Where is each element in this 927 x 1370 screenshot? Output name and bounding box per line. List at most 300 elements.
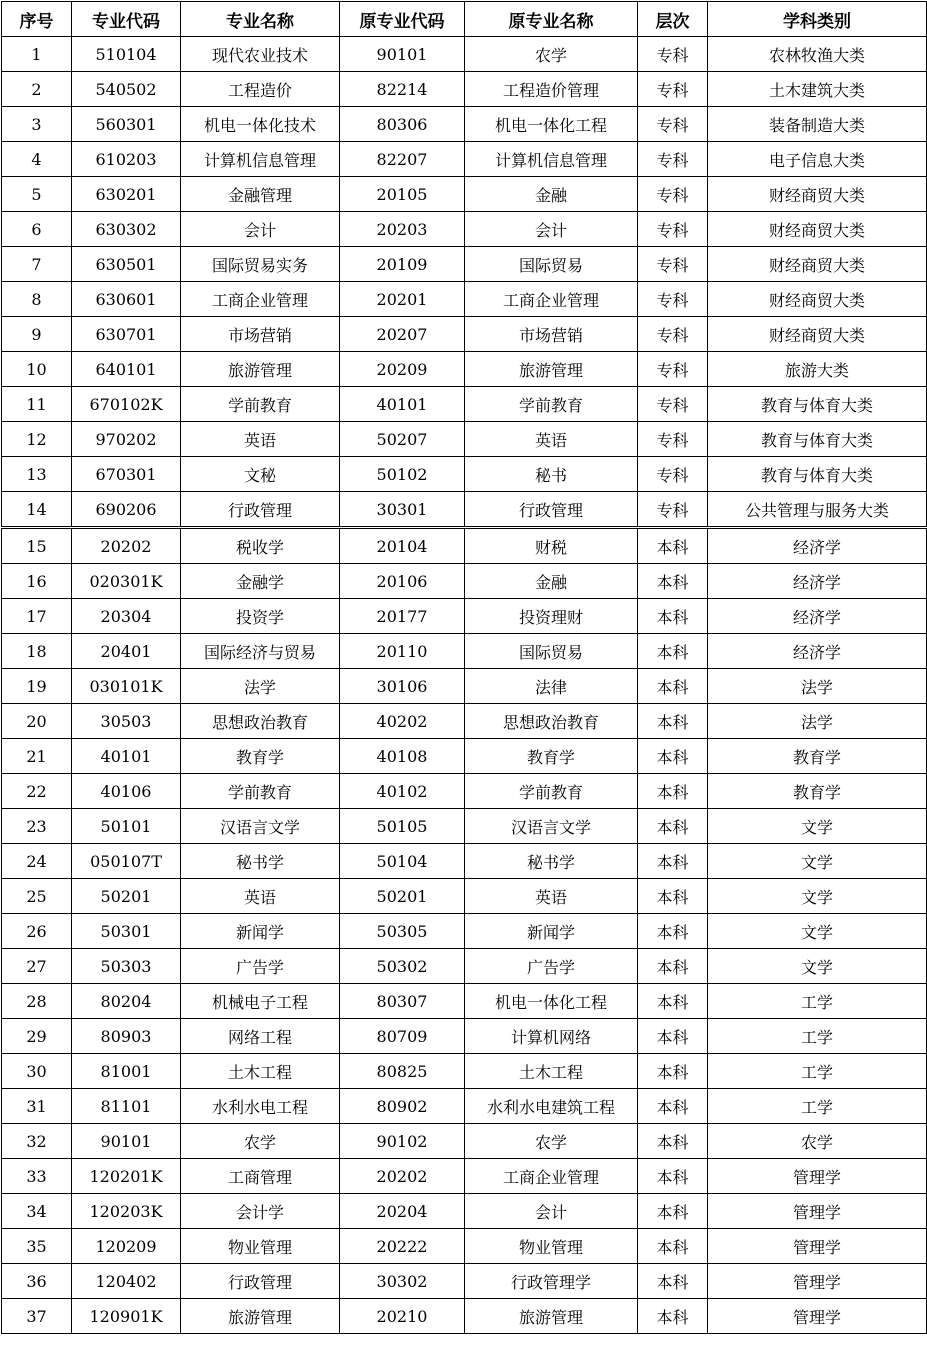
cell-major-name: 现代农业技术 xyxy=(181,37,340,72)
cell-major-name: 文秘 xyxy=(181,457,340,492)
cell-category: 财经商贸大类 xyxy=(708,317,927,352)
cell-original-name: 国际贸易 xyxy=(465,247,638,282)
cell-category: 管理学 xyxy=(708,1159,927,1194)
cell-original-code: 20202 xyxy=(340,1159,465,1194)
cell-category: 文学 xyxy=(708,949,927,984)
table-row xyxy=(2,1299,927,1334)
cell-major-name: 法学 xyxy=(181,669,340,704)
cell-index: 35 xyxy=(2,1229,72,1264)
cell-index: 5 xyxy=(2,177,72,212)
cell-major-code: 630701 xyxy=(72,317,181,352)
cell-level: 本科 xyxy=(638,528,708,564)
cell-category: 工学 xyxy=(708,1054,927,1089)
cell-original-name: 学前教育 xyxy=(465,387,638,422)
cell-category: 工学 xyxy=(708,984,927,1019)
cell-original-name: 会计 xyxy=(465,212,638,247)
cell-level: 专科 xyxy=(638,317,708,352)
cell-major-name: 行政管理 xyxy=(181,492,340,528)
cell-major-code: 81101 xyxy=(72,1089,181,1124)
cell-category: 旅游大类 xyxy=(708,352,927,387)
cell-level: 本科 xyxy=(638,564,708,599)
cell-major-name: 工商管理 xyxy=(181,1159,340,1194)
cell-level: 本科 xyxy=(638,704,708,739)
cell-index: 3 xyxy=(2,107,72,142)
table-row xyxy=(2,142,927,177)
cell-original-code: 30106 xyxy=(340,669,465,704)
cell-level: 本科 xyxy=(638,914,708,949)
cell-major-name: 秘书学 xyxy=(181,844,340,879)
cell-major-name: 市场营销 xyxy=(181,317,340,352)
header-original-code: 原专业代码 xyxy=(340,2,465,37)
cell-index: 31 xyxy=(2,1089,72,1124)
cell-original-name: 投资理财 xyxy=(465,599,638,634)
cell-level: 专科 xyxy=(638,282,708,317)
cell-index: 29 xyxy=(2,1019,72,1054)
table-row xyxy=(2,949,927,984)
header-index: 序号 xyxy=(2,2,72,37)
cell-category: 经济学 xyxy=(708,634,927,669)
cell-level: 本科 xyxy=(638,774,708,809)
cell-major-code: 670102K xyxy=(72,387,181,422)
table-row xyxy=(2,317,927,352)
cell-index: 22 xyxy=(2,774,72,809)
cell-original-code: 20222 xyxy=(340,1229,465,1264)
cell-index: 17 xyxy=(2,599,72,634)
cell-original-name: 财税 xyxy=(465,528,638,564)
cell-category: 管理学 xyxy=(708,1194,927,1229)
cell-level: 本科 xyxy=(638,1299,708,1334)
cell-major-name: 机电一体化技术 xyxy=(181,107,340,142)
cell-level: 本科 xyxy=(638,1019,708,1054)
cell-level: 本科 xyxy=(638,1194,708,1229)
cell-original-code: 30301 xyxy=(340,492,465,528)
table-row xyxy=(2,879,927,914)
cell-category: 经济学 xyxy=(708,599,927,634)
cell-original-code: 20106 xyxy=(340,564,465,599)
cell-original-code: 50302 xyxy=(340,949,465,984)
table-row xyxy=(2,1124,927,1159)
cell-original-code: 20109 xyxy=(340,247,465,282)
cell-level: 专科 xyxy=(638,72,708,107)
cell-index: 28 xyxy=(2,984,72,1019)
header-category: 学科类别 xyxy=(708,2,927,37)
cell-original-name: 机电一体化工程 xyxy=(465,984,638,1019)
cell-major-name: 税收学 xyxy=(181,528,340,564)
cell-original-name: 新闻学 xyxy=(465,914,638,949)
cell-major-code: 610203 xyxy=(72,142,181,177)
cell-category: 管理学 xyxy=(708,1264,927,1299)
cell-index: 24 xyxy=(2,844,72,879)
cell-original-code: 80307 xyxy=(340,984,465,1019)
cell-index: 4 xyxy=(2,142,72,177)
cell-major-name: 国际贸易实务 xyxy=(181,247,340,282)
cell-index: 8 xyxy=(2,282,72,317)
cell-original-name: 计算机网络 xyxy=(465,1019,638,1054)
cell-category: 教育学 xyxy=(708,774,927,809)
cell-index: 37 xyxy=(2,1299,72,1334)
header-major-name: 专业名称 xyxy=(181,2,340,37)
cell-index: 21 xyxy=(2,739,72,774)
table-row xyxy=(2,212,927,247)
table-row xyxy=(2,1019,927,1054)
table-row xyxy=(2,72,927,107)
cell-level: 专科 xyxy=(638,387,708,422)
cell-major-code: 120201K xyxy=(72,1159,181,1194)
cell-original-name: 工程造价管理 xyxy=(465,72,638,107)
cell-original-code: 20204 xyxy=(340,1194,465,1229)
cell-level: 本科 xyxy=(638,1054,708,1089)
cell-major-code: 050107T xyxy=(72,844,181,879)
table-row xyxy=(2,457,927,492)
cell-major-code: 640101 xyxy=(72,352,181,387)
cell-major-name: 金融学 xyxy=(181,564,340,599)
table-row xyxy=(2,492,927,528)
table-row xyxy=(2,1159,927,1194)
cell-index: 26 xyxy=(2,914,72,949)
cell-original-code: 20177 xyxy=(340,599,465,634)
cell-category: 文学 xyxy=(708,879,927,914)
cell-original-name: 行政管理 xyxy=(465,492,638,528)
cell-original-code: 40202 xyxy=(340,704,465,739)
header-major-code: 专业代码 xyxy=(72,2,181,37)
cell-major-code: 670301 xyxy=(72,457,181,492)
cell-major-name: 英语 xyxy=(181,879,340,914)
cell-level: 专科 xyxy=(638,142,708,177)
cell-level: 专科 xyxy=(638,492,708,528)
cell-major-code: 690206 xyxy=(72,492,181,528)
cell-index: 16 xyxy=(2,564,72,599)
cell-category: 装备制造大类 xyxy=(708,107,927,142)
table-row xyxy=(2,422,927,457)
cell-category: 教育学 xyxy=(708,739,927,774)
cell-major-code: 510104 xyxy=(72,37,181,72)
cell-major-code: 81001 xyxy=(72,1054,181,1089)
cell-original-code: 50305 xyxy=(340,914,465,949)
cell-original-code: 20105 xyxy=(340,177,465,212)
table-row xyxy=(2,809,927,844)
cell-level: 本科 xyxy=(638,599,708,634)
table-row xyxy=(2,1089,927,1124)
table-row xyxy=(2,247,927,282)
cell-original-code: 30302 xyxy=(340,1264,465,1299)
cell-major-code: 80903 xyxy=(72,1019,181,1054)
cell-original-name: 金融 xyxy=(465,564,638,599)
cell-level: 专科 xyxy=(638,177,708,212)
cell-original-name: 物业管理 xyxy=(465,1229,638,1264)
cell-major-name: 学前教育 xyxy=(181,774,340,809)
cell-major-code: 970202 xyxy=(72,422,181,457)
cell-original-name: 机电一体化工程 xyxy=(465,107,638,142)
cell-index: 20 xyxy=(2,704,72,739)
table-row xyxy=(2,634,927,669)
cell-category: 管理学 xyxy=(708,1229,927,1264)
cell-category: 电子信息大类 xyxy=(708,142,927,177)
cell-major-code: 40101 xyxy=(72,739,181,774)
cell-original-name: 农学 xyxy=(465,1124,638,1159)
cell-level: 本科 xyxy=(638,984,708,1019)
cell-original-name: 旅游管理 xyxy=(465,352,638,387)
header-level: 层次 xyxy=(638,2,708,37)
cell-level: 本科 xyxy=(638,809,708,844)
cell-original-code: 50201 xyxy=(340,879,465,914)
cell-original-code: 80306 xyxy=(340,107,465,142)
cell-major-code: 630201 xyxy=(72,177,181,212)
cell-level: 本科 xyxy=(638,634,708,669)
cell-category: 财经商贸大类 xyxy=(708,247,927,282)
cell-major-name: 网络工程 xyxy=(181,1019,340,1054)
cell-category: 农林牧渔大类 xyxy=(708,37,927,72)
cell-major-name: 水利水电工程 xyxy=(181,1089,340,1124)
cell-major-code: 120901K xyxy=(72,1299,181,1334)
cell-major-name: 国际经济与贸易 xyxy=(181,634,340,669)
table-row xyxy=(2,1264,927,1299)
table-row xyxy=(2,844,927,879)
cell-major-name: 新闻学 xyxy=(181,914,340,949)
table-row xyxy=(2,1194,927,1229)
cell-original-name: 工商企业管理 xyxy=(465,282,638,317)
table-row xyxy=(2,352,927,387)
cell-original-name: 水利水电建筑工程 xyxy=(465,1089,638,1124)
table-row xyxy=(2,37,927,72)
cell-major-name: 物业管理 xyxy=(181,1229,340,1264)
table-row xyxy=(2,564,927,599)
cell-original-code: 90101 xyxy=(340,37,465,72)
cell-index: 15 xyxy=(2,528,72,564)
cell-level: 专科 xyxy=(638,37,708,72)
table-row xyxy=(2,177,927,212)
cell-level: 专科 xyxy=(638,247,708,282)
cell-major-code: 630601 xyxy=(72,282,181,317)
cell-original-name: 英语 xyxy=(465,879,638,914)
cell-original-code: 20203 xyxy=(340,212,465,247)
cell-index: 13 xyxy=(2,457,72,492)
cell-original-code: 50102 xyxy=(340,457,465,492)
cell-major-name: 工商企业管理 xyxy=(181,282,340,317)
cell-original-name: 法律 xyxy=(465,669,638,704)
cell-original-code: 20104 xyxy=(340,528,465,564)
cell-original-name: 汉语言文学 xyxy=(465,809,638,844)
cell-original-name: 计算机信息管理 xyxy=(465,142,638,177)
cell-major-name: 汉语言文学 xyxy=(181,809,340,844)
cell-index: 36 xyxy=(2,1264,72,1299)
cell-category: 工学 xyxy=(708,1089,927,1124)
cell-level: 专科 xyxy=(638,422,708,457)
table-row xyxy=(2,107,927,142)
cell-original-name: 会计 xyxy=(465,1194,638,1229)
cell-index: 1 xyxy=(2,37,72,72)
cell-original-name: 秘书学 xyxy=(465,844,638,879)
cell-original-code: 50105 xyxy=(340,809,465,844)
cell-major-name: 计算机信息管理 xyxy=(181,142,340,177)
cell-original-code: 40101 xyxy=(340,387,465,422)
cell-index: 19 xyxy=(2,669,72,704)
cell-original-code: 80902 xyxy=(340,1089,465,1124)
cell-major-code: 560301 xyxy=(72,107,181,142)
table-row xyxy=(2,774,927,809)
cell-major-code: 030101K xyxy=(72,669,181,704)
table-row xyxy=(2,282,927,317)
cell-index: 7 xyxy=(2,247,72,282)
cell-major-code: 50301 xyxy=(72,914,181,949)
cell-level: 专科 xyxy=(638,107,708,142)
cell-original-name: 工商企业管理 xyxy=(465,1159,638,1194)
cell-level: 专科 xyxy=(638,352,708,387)
cell-category: 农学 xyxy=(708,1124,927,1159)
cell-original-name: 国际贸易 xyxy=(465,634,638,669)
cell-category: 管理学 xyxy=(708,1299,927,1334)
cell-major-name: 投资学 xyxy=(181,599,340,634)
cell-major-code: 40106 xyxy=(72,774,181,809)
cell-original-name: 学前教育 xyxy=(465,774,638,809)
cell-major-name: 机械电子工程 xyxy=(181,984,340,1019)
cell-category: 财经商贸大类 xyxy=(708,282,927,317)
cell-original-name: 土木工程 xyxy=(465,1054,638,1089)
cell-major-code: 630501 xyxy=(72,247,181,282)
cell-major-code: 120209 xyxy=(72,1229,181,1264)
table-row xyxy=(2,528,927,564)
cell-major-name: 土木工程 xyxy=(181,1054,340,1089)
cell-major-name: 农学 xyxy=(181,1124,340,1159)
cell-index: 32 xyxy=(2,1124,72,1159)
cell-index: 27 xyxy=(2,949,72,984)
cell-original-name: 农学 xyxy=(465,37,638,72)
cell-original-code: 80709 xyxy=(340,1019,465,1054)
cell-major-name: 会计学 xyxy=(181,1194,340,1229)
cell-index: 25 xyxy=(2,879,72,914)
cell-major-code: 120203K xyxy=(72,1194,181,1229)
cell-original-code: 20209 xyxy=(340,352,465,387)
cell-level: 本科 xyxy=(638,739,708,774)
cell-major-name: 教育学 xyxy=(181,739,340,774)
cell-original-code: 20210 xyxy=(340,1299,465,1334)
cell-major-code: 20304 xyxy=(72,599,181,634)
cell-major-name: 会计 xyxy=(181,212,340,247)
cell-index: 10 xyxy=(2,352,72,387)
cell-level: 本科 xyxy=(638,1159,708,1194)
cell-level: 本科 xyxy=(638,879,708,914)
cell-index: 30 xyxy=(2,1054,72,1089)
cell-original-code: 20110 xyxy=(340,634,465,669)
cell-original-code: 50104 xyxy=(340,844,465,879)
cell-major-name: 旅游管理 xyxy=(181,1299,340,1334)
cell-index: 9 xyxy=(2,317,72,352)
cell-original-code: 90102 xyxy=(340,1124,465,1159)
cell-major-code: 630302 xyxy=(72,212,181,247)
cell-original-name: 旅游管理 xyxy=(465,1299,638,1334)
cell-original-code: 20207 xyxy=(340,317,465,352)
cell-original-code: 40108 xyxy=(340,739,465,774)
cell-index: 2 xyxy=(2,72,72,107)
cell-category: 工学 xyxy=(708,1019,927,1054)
cell-index: 33 xyxy=(2,1159,72,1194)
cell-index: 6 xyxy=(2,212,72,247)
cell-level: 本科 xyxy=(638,1124,708,1159)
cell-level: 本科 xyxy=(638,1089,708,1124)
cell-level: 本科 xyxy=(638,949,708,984)
cell-index: 34 xyxy=(2,1194,72,1229)
table-row xyxy=(2,984,927,1019)
cell-major-code: 50303 xyxy=(72,949,181,984)
cell-category: 文学 xyxy=(708,844,927,879)
cell-major-code: 20401 xyxy=(72,634,181,669)
cell-major-name: 思想政治教育 xyxy=(181,704,340,739)
table-row xyxy=(2,1229,927,1264)
cell-original-code: 40102 xyxy=(340,774,465,809)
cell-original-name: 思想政治教育 xyxy=(465,704,638,739)
cell-category: 经济学 xyxy=(708,528,927,564)
cell-index: 23 xyxy=(2,809,72,844)
cell-major-code: 30503 xyxy=(72,704,181,739)
cell-major-name: 工程造价 xyxy=(181,72,340,107)
cell-category: 土木建筑大类 xyxy=(708,72,927,107)
cell-original-code: 50207 xyxy=(340,422,465,457)
cell-index: 11 xyxy=(2,387,72,422)
cell-major-name: 学前教育 xyxy=(181,387,340,422)
cell-category: 法学 xyxy=(708,669,927,704)
cell-category: 教育与体育大类 xyxy=(708,457,927,492)
majors-table xyxy=(1,1,927,1334)
cell-original-name: 金融 xyxy=(465,177,638,212)
cell-category: 教育与体育大类 xyxy=(708,387,927,422)
cell-original-name: 市场营销 xyxy=(465,317,638,352)
cell-major-code: 50101 xyxy=(72,809,181,844)
cell-original-name: 教育学 xyxy=(465,739,638,774)
cell-level: 本科 xyxy=(638,1229,708,1264)
cell-major-name: 金融管理 xyxy=(181,177,340,212)
cell-level: 本科 xyxy=(638,669,708,704)
cell-category: 财经商贸大类 xyxy=(708,212,927,247)
table-header-row xyxy=(2,2,927,37)
cell-major-code: 50201 xyxy=(72,879,181,914)
table-row xyxy=(2,1054,927,1089)
cell-category: 财经商贸大类 xyxy=(708,177,927,212)
cell-level: 专科 xyxy=(638,457,708,492)
cell-index: 12 xyxy=(2,422,72,457)
cell-major-code: 120402 xyxy=(72,1264,181,1299)
cell-index: 18 xyxy=(2,634,72,669)
cell-index: 14 xyxy=(2,492,72,528)
cell-original-name: 广告学 xyxy=(465,949,638,984)
cell-category: 经济学 xyxy=(708,564,927,599)
table-row xyxy=(2,669,927,704)
cell-category: 法学 xyxy=(708,704,927,739)
cell-major-name: 广告学 xyxy=(181,949,340,984)
cell-major-name: 英语 xyxy=(181,422,340,457)
cell-major-code: 80204 xyxy=(72,984,181,1019)
cell-category: 文学 xyxy=(708,914,927,949)
cell-category: 公共管理与服务大类 xyxy=(708,492,927,528)
cell-level: 本科 xyxy=(638,1264,708,1299)
cell-level: 本科 xyxy=(638,844,708,879)
header-original-name: 原专业名称 xyxy=(465,2,638,37)
cell-major-code: 020301K xyxy=(72,564,181,599)
table-row xyxy=(2,387,927,422)
cell-original-name: 行政管理学 xyxy=(465,1264,638,1299)
cell-major-code: 540502 xyxy=(72,72,181,107)
cell-category: 文学 xyxy=(708,809,927,844)
table-row xyxy=(2,704,927,739)
table-row xyxy=(2,914,927,949)
cell-level: 专科 xyxy=(638,212,708,247)
table-row xyxy=(2,599,927,634)
cell-original-code: 20201 xyxy=(340,282,465,317)
cell-original-name: 英语 xyxy=(465,422,638,457)
table-body xyxy=(2,37,927,1334)
cell-original-code: 82214 xyxy=(340,72,465,107)
cell-major-name: 旅游管理 xyxy=(181,352,340,387)
cell-major-code: 20202 xyxy=(72,528,181,564)
cell-original-code: 82207 xyxy=(340,142,465,177)
